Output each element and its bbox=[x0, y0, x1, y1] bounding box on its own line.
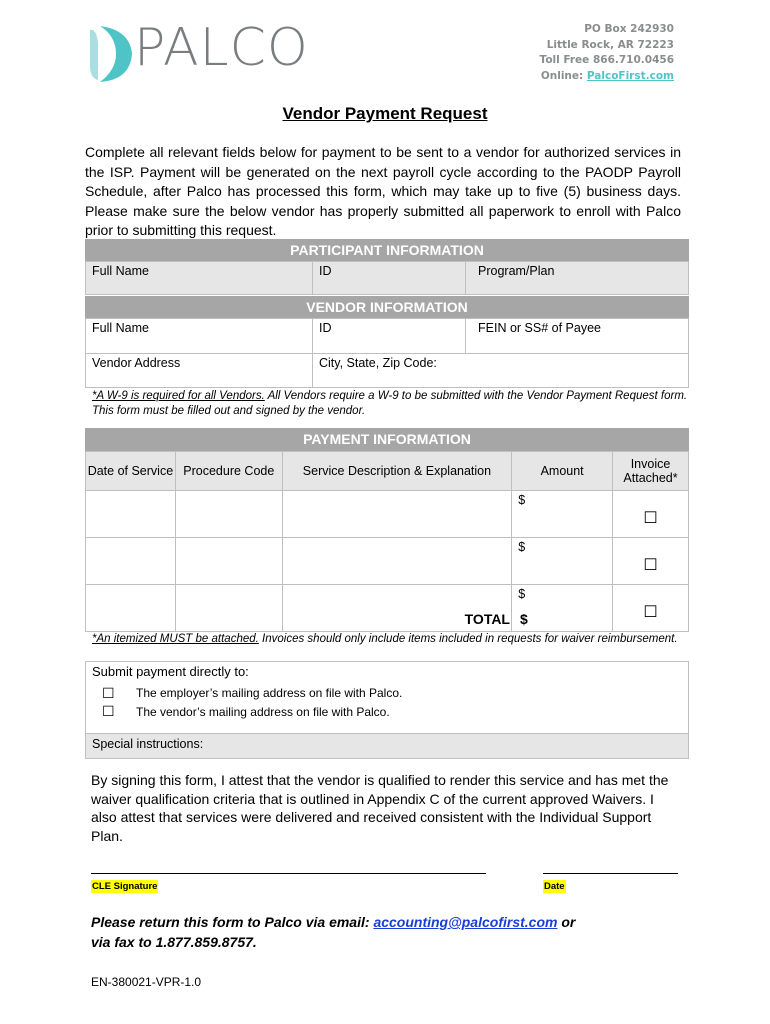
vendor-heading: VENDOR INFORMATION bbox=[85, 296, 689, 318]
invoice-checkbox[interactable]: ☐ bbox=[613, 491, 689, 538]
form-title: Vendor Payment Request bbox=[282, 104, 488, 123]
return-instructions bbox=[91, 912, 575, 952]
payment-heading: PAYMENT INFORMATION bbox=[85, 428, 689, 451]
procedure-cell[interactable] bbox=[175, 538, 282, 585]
special-instructions-field[interactable]: Special instructions: bbox=[85, 733, 689, 759]
participant-row bbox=[85, 261, 689, 295]
return-suffix: or bbox=[557, 914, 576, 930]
attestation-paragraph: By signing this form, I attest that the vendor is qualified to render this service and has met the waiver qualification criteria that is outlined in Appendix C of the current approved Waivers. I also attest that services were delivered and received consistent with the Individual Support Plan. bbox=[91, 772, 669, 844]
vendor-full-name-field[interactable]: Full Name bbox=[92, 321, 149, 335]
payment-header-row bbox=[86, 452, 689, 491]
amount-cell[interactable]: $ bbox=[512, 585, 613, 632]
itemized-note bbox=[92, 632, 688, 647]
total-amount-field[interactable]: $ bbox=[520, 611, 528, 627]
col-procedure: Procedure Code bbox=[175, 452, 282, 491]
signature-line[interactable] bbox=[91, 873, 486, 874]
col-description: Service Description & Explanation bbox=[282, 452, 512, 491]
table-row bbox=[86, 491, 689, 538]
total-row bbox=[85, 602, 689, 632]
description-cell[interactable] bbox=[282, 491, 512, 538]
intro-paragraph: Complete all relevant fields below for payment to be sent to a vendor for authorized services in the ISP. Payment will be generated on the next payroll cycle according to the PAODP Payroll Schedule, after Palco has processed this form, which may take up to five (5) business days. Please make sure the below vendor has properly submitted all paperwork to enroll with Palco prior to submitting this request. bbox=[85, 144, 681, 238]
itemized-note-rest: Invoices should only include items included in requests for waiver reimbursement. bbox=[258, 633, 678, 645]
date-wrap bbox=[543, 876, 566, 894]
amount-cell[interactable]: $ bbox=[512, 491, 613, 538]
participant-program-field[interactable]: Program/Plan bbox=[478, 264, 555, 278]
vendor-address-option: The vendor’s mailing address on file with Palco. bbox=[136, 705, 390, 719]
vendor-city-field[interactable]: City, State, Zip Code: bbox=[319, 356, 437, 370]
online-label: Online: bbox=[540, 69, 587, 82]
itemized-note-underlined: *An itemized MUST be attached. bbox=[92, 633, 259, 645]
w9-note-underlined: *A W-9 is required for all Vendors. bbox=[92, 390, 265, 402]
online-line bbox=[540, 69, 674, 85]
total-label: TOTAL bbox=[464, 611, 510, 627]
contact-block bbox=[540, 22, 674, 84]
amount-cell[interactable]: $ bbox=[512, 538, 613, 585]
date-label: Date bbox=[544, 881, 565, 892]
w9-note bbox=[92, 389, 688, 419]
date-line[interactable] bbox=[543, 873, 678, 874]
website-link[interactable]: PalcoFirst.com bbox=[586, 69, 674, 82]
return-prefix: Please return this form to Palco via email: bbox=[91, 914, 374, 930]
address-line2: Little Rock, AR 72223 bbox=[546, 38, 674, 51]
procedure-cell[interactable] bbox=[175, 491, 282, 538]
col-invoice: Invoice Attached* bbox=[613, 452, 689, 491]
email-link[interactable]: accounting@palcofirst.com bbox=[373, 914, 558, 930]
table-row bbox=[86, 538, 689, 585]
employer-address-option: The employer’s mailing address on file with Palco. bbox=[136, 686, 403, 700]
invoice-checkbox[interactable]: ☐ bbox=[613, 585, 689, 632]
logo-wordmark: PALCO bbox=[134, 18, 309, 78]
invoice-checkbox[interactable]: ☐ bbox=[613, 538, 689, 585]
cle-signature-label: CLE Signature bbox=[92, 881, 158, 892]
participant-full-name-field[interactable]: Full Name bbox=[92, 264, 149, 278]
employer-address-checkbox[interactable]: ☐ bbox=[102, 685, 115, 701]
col-amount: Amount bbox=[512, 452, 613, 491]
return-line-2: via fax to 1.877.859.8757. bbox=[91, 934, 257, 950]
submit-label: Submit payment directly to: bbox=[92, 664, 249, 679]
vendor-address-checkbox[interactable]: ☐ bbox=[102, 703, 115, 719]
address-line1: PO Box 242930 bbox=[584, 23, 674, 35]
participant-id-field[interactable]: ID bbox=[319, 264, 332, 278]
vendor-address-field[interactable]: Vendor Address bbox=[92, 356, 181, 370]
w9-note-rest: All Vendors require a W-9 to be submitted with the Vendor Payment Request form. This form must be filled out and signed by the vendor. bbox=[92, 390, 688, 417]
participant-heading: PARTICIPANT INFORMATION bbox=[85, 239, 689, 261]
vendor-id-field[interactable]: ID bbox=[319, 321, 332, 335]
vendor-fein-field[interactable]: FEIN or SS# of Payee bbox=[478, 321, 601, 335]
date-cell[interactable] bbox=[86, 538, 176, 585]
toll-free: Toll Free 866.710.0456 bbox=[539, 54, 674, 66]
description-cell[interactable] bbox=[282, 538, 512, 585]
col-date: Date of Service bbox=[86, 452, 176, 491]
return-line-1 bbox=[91, 912, 575, 932]
cle-signature-wrap bbox=[91, 876, 158, 894]
date-cell[interactable] bbox=[86, 491, 176, 538]
form-code: EN-380021-VPR-1.0 bbox=[91, 975, 202, 989]
